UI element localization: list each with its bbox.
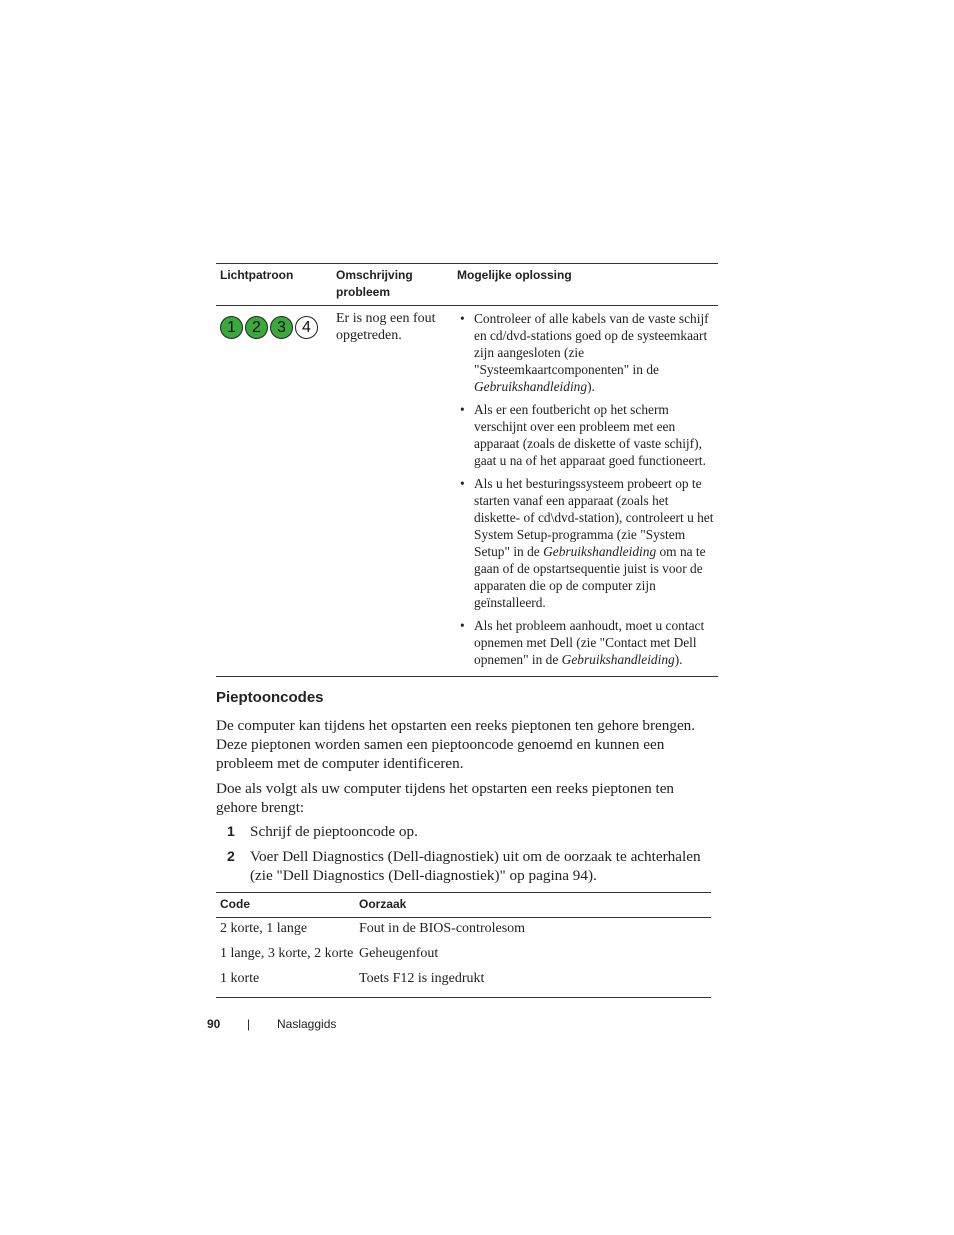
header-code: Code (220, 897, 250, 911)
beep-code-table (216, 892, 711, 998)
instruction-paragraph: Doe als volgt als uw computer tijdens het opstarten een reeks pieptonen ten gehore brengt: (216, 780, 675, 816)
footer-separator: | (247, 1017, 251, 1031)
header-solution: Mogelijke oplossing (457, 268, 572, 282)
page-number: 90 (207, 1017, 221, 1031)
table-header (216, 893, 711, 918)
diagnostic-lights-table (216, 263, 718, 677)
header-description: Omschrijving probleem (336, 268, 413, 299)
led-indicator-2-icon: 2 (245, 316, 268, 339)
table-header (216, 264, 718, 306)
table-row (216, 943, 711, 968)
light-pattern (220, 316, 318, 339)
solution-list (460, 310, 716, 674)
beep-cause: Geheugenfout (359, 946, 439, 961)
step-1 (227, 822, 722, 841)
list-item: • Als u het besturingssysteem probeert op te starten vanaf een apparaat (zoals het diskette- of cd\dvd-station), controleert u het System Setup-programma (zie "System Setup" in de Gebruikshandleiding om na te gaan of de opstartsequentie juist is voor de apparaten die op de computer zijn geïnstalleerd. (460, 475, 716, 611)
led-indicator-4-icon: 4 (295, 316, 318, 339)
beep-code: 2 korte, 1 lange (220, 921, 308, 936)
problem-description: Er is nog een fout opgetreden. (336, 311, 436, 343)
beep-cause: Toets F12 is ingedrukt (359, 971, 485, 986)
table-row (216, 918, 711, 943)
table-row (216, 968, 711, 993)
step-number: 1 (227, 823, 235, 839)
section-heading: Pieptooncodes (216, 689, 324, 706)
table-row (216, 306, 718, 676)
beep-cause: Fout in de BIOS-controlesom (359, 921, 526, 936)
intro-paragraph: De computer kan tijdens het opstarten een reeks pieptonen ten gehore brengen. Deze pieptonen worden samen een pieptooncode genoemd en kunnen een probleem met de computer identificeren. (216, 717, 696, 772)
list-item: • Als het probleem aanhoudt, moet u contact opnemen met Dell (zie "Contact met Dell opnemen" in de Gebruikshandleiding). (460, 617, 716, 668)
footer-title: Naslaggids (277, 1017, 337, 1031)
header-cause: Oorzaak (359, 897, 407, 911)
beep-code: 1 lange, 3 korte, 2 korte (220, 946, 354, 961)
step-number: 2 (227, 848, 235, 864)
list-item: • Controleer of alle kabels van de vaste schijf en cd/dvd-stations goed op de systeemkaart zijn aangesloten (zie "Systeemkaartcomponenten" in de Gebruikshandleiding). (460, 310, 716, 395)
led-indicator-1-icon: 1 (220, 316, 243, 339)
step-text: Schrijf de pieptooncode op. (250, 823, 418, 840)
beep-code: 1 korte (220, 971, 260, 986)
header-pattern: Lichtpatroon (220, 268, 294, 282)
led-indicator-3-icon: 3 (270, 316, 293, 339)
list-item: • Als er een foutbericht op het scherm verschijnt over een probleem met een apparaat (zoals de diskette of vaste schijf), gaat u na of het apparaat goed functioneert. (460, 401, 716, 469)
step-2 (227, 847, 722, 885)
step-text: Voer Dell Diagnostics (Dell-diagnostiek) uit om de oorzaak te achterhalen (zie "Dell Diagnostics (Dell-diagnostiek)" op pagina 94). (250, 848, 701, 884)
